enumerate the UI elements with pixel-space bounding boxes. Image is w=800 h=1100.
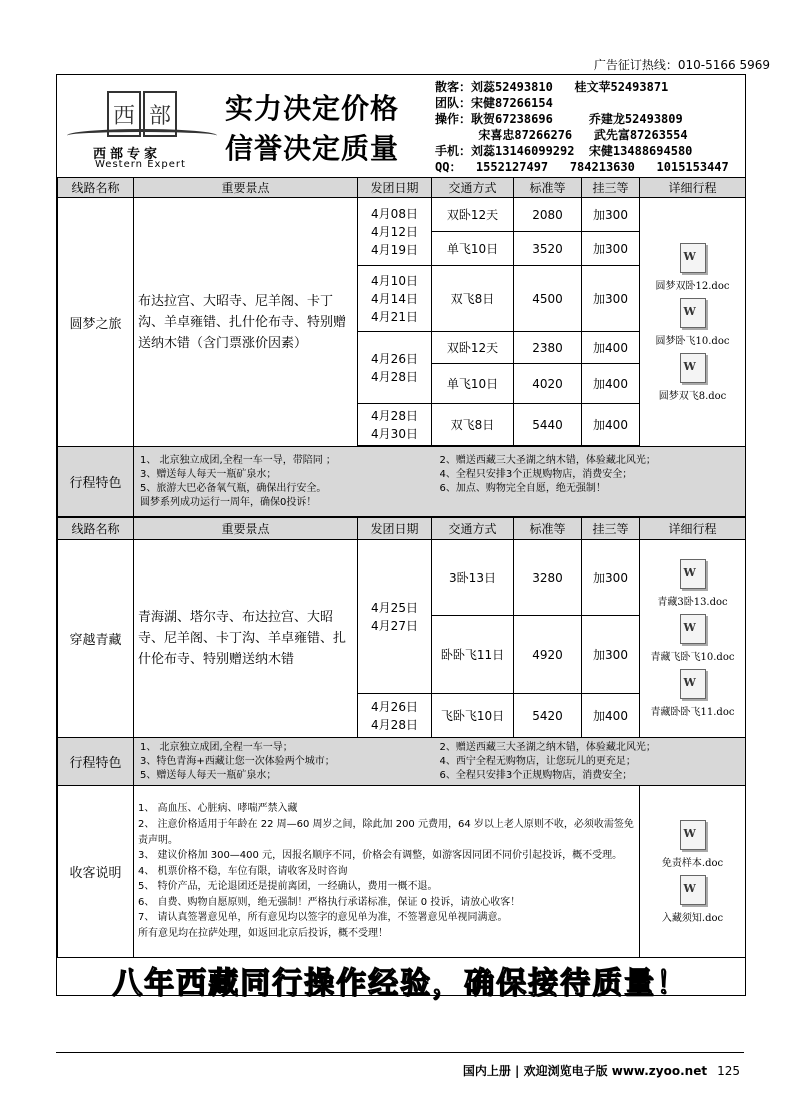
notes-table xyxy=(57,785,746,958)
transport-cell: 飞卧飞10日 xyxy=(432,694,514,738)
route1-dates xyxy=(358,266,432,332)
ad-hotline: 广告征订热线：010-5166 5969 xyxy=(593,58,770,72)
col-header: 标准等 xyxy=(514,518,582,540)
date-text: 4月28日 4月30日 xyxy=(371,408,418,441)
col-header: 详细行程 xyxy=(640,518,746,540)
col-header: 交通方式 xyxy=(432,518,514,540)
standard-price: 4920 xyxy=(514,616,582,694)
feature-item: 5、赠送每人每天一瓶矿泉水； xyxy=(140,769,277,781)
table-row xyxy=(58,198,746,232)
slogan-line-2: 信誉决定质量 xyxy=(225,132,400,165)
notes-label: 收客说明 xyxy=(58,786,134,958)
notes-row xyxy=(58,786,746,958)
note-item: 所有意见均在拉萨处理，如返回北京后投诉，概不受理！ xyxy=(138,928,388,940)
note-item: 1、 高血压、心脏病、哮喘严禁入藏 xyxy=(138,803,298,815)
route2-feature-label: 行程特色 xyxy=(58,738,134,786)
third-price: 加300 xyxy=(582,198,640,232)
col-header: 详细行程 xyxy=(640,178,746,198)
feature-item: 1、 北京独立成团,全程一车一导，带陪同 ； xyxy=(140,454,336,466)
contact-line: 散客：刘蕊52493810 桂文苹52493871 xyxy=(435,80,669,94)
third-price: 加400 xyxy=(582,332,640,364)
feature-row xyxy=(140,741,739,755)
table-row xyxy=(58,540,746,616)
route1-docs xyxy=(640,198,746,447)
contact-line: QQ： 1552127497 784213630 1015153447 xyxy=(435,160,729,174)
doc-link[interactable] xyxy=(640,820,745,869)
feature-item: 5、旅游大巴必备氧气瓶，确保出行安全。 xyxy=(140,482,327,494)
feature-item: 3、赠送每人每天一瓶矿泉水； xyxy=(140,468,277,480)
contact-line: 手机：刘蕊13146099292 宋健13488694580 xyxy=(435,144,693,158)
date-text: 4月26日 4月28日 xyxy=(371,699,418,732)
transport-cell: 双卧12天 xyxy=(432,198,514,232)
word-doc-icon: W xyxy=(680,669,706,699)
col-header: 挂三等 xyxy=(582,178,640,198)
note-item: 3、 建议价格加 300—400 元，因报名顺序不同，价格会有调整，如游客因同团不同价引起投诉，概不受理。 xyxy=(138,850,623,862)
feature-row xyxy=(140,482,739,496)
transport-cell: 双飞8日 xyxy=(432,404,514,446)
doc-link[interactable] xyxy=(640,875,745,924)
logo-cn: 西部专家 xyxy=(93,147,162,162)
route1-table xyxy=(57,177,746,517)
logo-en: Western Expert xyxy=(95,159,186,170)
feature-row xyxy=(140,496,739,510)
standard-price: 5420 xyxy=(514,694,582,738)
contact-line: 操作：耿贺67238696 乔建龙52493809 xyxy=(435,112,683,126)
feature-item: 2、赠送西藏三大圣湖之纳木错，体验藏北风光； xyxy=(439,454,656,466)
doc-label: 免责样本.doc xyxy=(661,857,724,869)
contact-line: 团队：宋健87266154 xyxy=(435,96,553,110)
date-text: 4月10日 4月14日 4月21日 xyxy=(371,273,418,324)
route2-table xyxy=(57,517,746,786)
route1-feature-label: 行程特色 xyxy=(58,447,134,517)
feature-row xyxy=(140,468,739,482)
note-item: 6、 自费、购物自愿原则，绝无强制！严格执行承诺标准，保证 0 投诉，请放心收客！ xyxy=(138,896,521,908)
footer-slogan: 八年西藏同行操作经验，确保接待质量！ xyxy=(112,966,688,1001)
doc-label: 青藏卧卧飞11.doc xyxy=(650,707,735,718)
note-item: 5、 特价产品，无论退团还是提前离团，一经确认，费用一概不退。 xyxy=(138,881,438,893)
feature-row xyxy=(140,454,739,468)
third-price: 加300 xyxy=(582,616,640,694)
word-doc-icon: W xyxy=(680,614,706,644)
standard-price: 5440 xyxy=(514,404,582,446)
slogan xyxy=(225,89,399,169)
logo-char-1: 西 xyxy=(107,91,141,137)
logo-char-2: 部 xyxy=(143,91,177,137)
route2-dates xyxy=(358,694,432,738)
route1-features xyxy=(134,447,746,517)
contacts xyxy=(435,79,729,175)
date-text: 4月26日 4月28日 xyxy=(371,351,418,384)
notes-docs xyxy=(640,786,746,958)
logo xyxy=(67,91,217,171)
contact-line: 宋喜忠87266276 武先富87263554 xyxy=(435,128,688,142)
doc-link[interactable] xyxy=(640,298,745,347)
doc-label: 圆梦双卧12.doc xyxy=(655,280,730,292)
word-doc-icon: W xyxy=(680,559,706,589)
logo-wing-icon xyxy=(67,129,217,142)
transport-cell: 卧卧飞11日 xyxy=(432,616,514,694)
feature-item: 2、赠送西藏三大圣湖之纳木错，体验藏北风光； xyxy=(439,741,656,753)
divider xyxy=(56,1052,744,1053)
route2-sights: 青海湖、塔尔寺、布达拉宫、大昭寺、尼羊阁、卡丁沟、羊卓雍错、扎什伦布寺、特别赠送纳木错 xyxy=(134,540,358,738)
word-doc-icon: W xyxy=(680,243,706,273)
feature-item: 圆梦系列成功运行一周年，确保0投诉！ xyxy=(140,496,317,508)
col-header: 挂三等 xyxy=(582,518,640,540)
transport-cell: 单飞10日 xyxy=(432,364,514,404)
doc-link[interactable] xyxy=(640,559,745,608)
word-doc-icon: W xyxy=(680,298,706,328)
doc-link[interactable] xyxy=(640,353,745,402)
feature-item xyxy=(440,496,740,510)
third-price: 加400 xyxy=(582,694,640,738)
feature-item: 1、 北京独立成团,全程一车一导； xyxy=(140,741,293,753)
route1-features-row xyxy=(58,447,746,517)
route1-dates xyxy=(358,404,432,446)
route2-features-row xyxy=(58,738,746,786)
standard-price: 3520 xyxy=(514,232,582,266)
standard-price: 4500 xyxy=(514,266,582,332)
standard-price: 4020 xyxy=(514,364,582,404)
route2-features xyxy=(134,738,746,786)
doc-label: 青藏飞卧飞10.doc xyxy=(650,652,735,663)
col-header: 线路名称 xyxy=(58,518,134,540)
third-price: 加300 xyxy=(582,232,640,266)
third-price: 加300 xyxy=(582,266,640,332)
date-text: 4月25日 4月27日 xyxy=(371,600,418,633)
feature-row xyxy=(140,769,739,783)
col-header: 发团日期 xyxy=(358,518,432,540)
doc-label: 入藏须知.doc xyxy=(661,912,724,924)
transport-cell: 3卧13日 xyxy=(432,540,514,616)
feature-item: 4、全程只安排3个正规购物店，消费安全； xyxy=(439,468,633,480)
col-header: 重要景点 xyxy=(134,518,358,540)
col-header: 重要景点 xyxy=(134,178,358,198)
route1-sights: 布达拉宫、大昭寺、尼羊阁、卡丁沟、羊卓雍错、扎什伦布寺、特别赠送纳木错（含门票涨价因素） xyxy=(134,198,358,447)
route2-docs xyxy=(640,540,746,738)
feature-item: 4、西宁全程无购物店，让您玩儿的更充足； xyxy=(439,755,636,767)
feature-item: 6、全程只安排3个正规购物店，消费安全； xyxy=(439,769,633,781)
route1-name: 圆梦之旅 xyxy=(58,198,134,447)
slogan-line-1: 实力决定价格 xyxy=(225,92,400,125)
word-doc-icon: W xyxy=(680,820,706,850)
doc-link[interactable] xyxy=(640,614,745,663)
col-header: 交通方式 xyxy=(432,178,514,198)
word-doc-icon: W xyxy=(680,875,706,905)
col-header: 发团日期 xyxy=(358,178,432,198)
route1-header-row xyxy=(58,178,746,198)
doc-label: 圆梦卧飞10.doc xyxy=(655,335,730,347)
date-text: 4月08日 4月12日 4月19日 xyxy=(371,206,418,257)
word-doc-icon: W xyxy=(680,353,706,383)
route2-name: 穿越青藏 xyxy=(58,540,134,738)
doc-label: 圆梦双飞8.doc xyxy=(658,390,727,402)
feature-item: 6、加点、购物完全自愿，绝无强制！ xyxy=(439,482,606,494)
feature-item: 3、特色青海+西藏让您一次体验两个城市； xyxy=(140,755,335,767)
standard-price: 3280 xyxy=(514,540,582,616)
transport-cell: 双飞8日 xyxy=(432,266,514,332)
notes-list xyxy=(134,786,640,958)
standard-price: 2380 xyxy=(514,332,582,364)
col-header: 线路名称 xyxy=(58,178,134,198)
third-price: 加300 xyxy=(582,540,640,616)
note-item: 2、 注意价格适用于年龄在 22 周—60 周岁之间，除此加 200 元费用，64 岁以上老人原则不收，必须收需签免责声明。 xyxy=(138,818,634,846)
transport-cell: 单飞10日 xyxy=(432,232,514,266)
col-header: 标准等 xyxy=(514,178,582,198)
note-item: 4、 机票价格不稳，车位有限，请收客及时咨询 xyxy=(138,865,348,877)
note-item: 7、 请认真签署意见单，所有意见均以签字的意见单为准，不签署意见单视同满意。 xyxy=(138,912,508,924)
footer-text: 国内上册 | 欢迎浏览电子版 www.zyoo.net xyxy=(462,1064,708,1078)
page-footer xyxy=(463,1062,740,1079)
header xyxy=(57,75,745,178)
third-price: 加400 xyxy=(582,404,640,446)
doc-link[interactable] xyxy=(640,669,745,718)
doc-label: 青藏3卧13.doc xyxy=(657,597,728,608)
route2-header-row xyxy=(58,518,746,540)
route1-dates xyxy=(358,198,432,266)
transport-cell: 双卧12天 xyxy=(432,332,514,364)
feature-row xyxy=(140,755,739,769)
standard-price: 2080 xyxy=(514,198,582,232)
doc-link[interactable] xyxy=(640,243,745,292)
third-price: 加400 xyxy=(582,364,640,404)
page-frame xyxy=(56,74,746,996)
route2-dates xyxy=(358,540,432,694)
page-number: 125 xyxy=(717,1064,740,1078)
route1-dates xyxy=(358,332,432,404)
